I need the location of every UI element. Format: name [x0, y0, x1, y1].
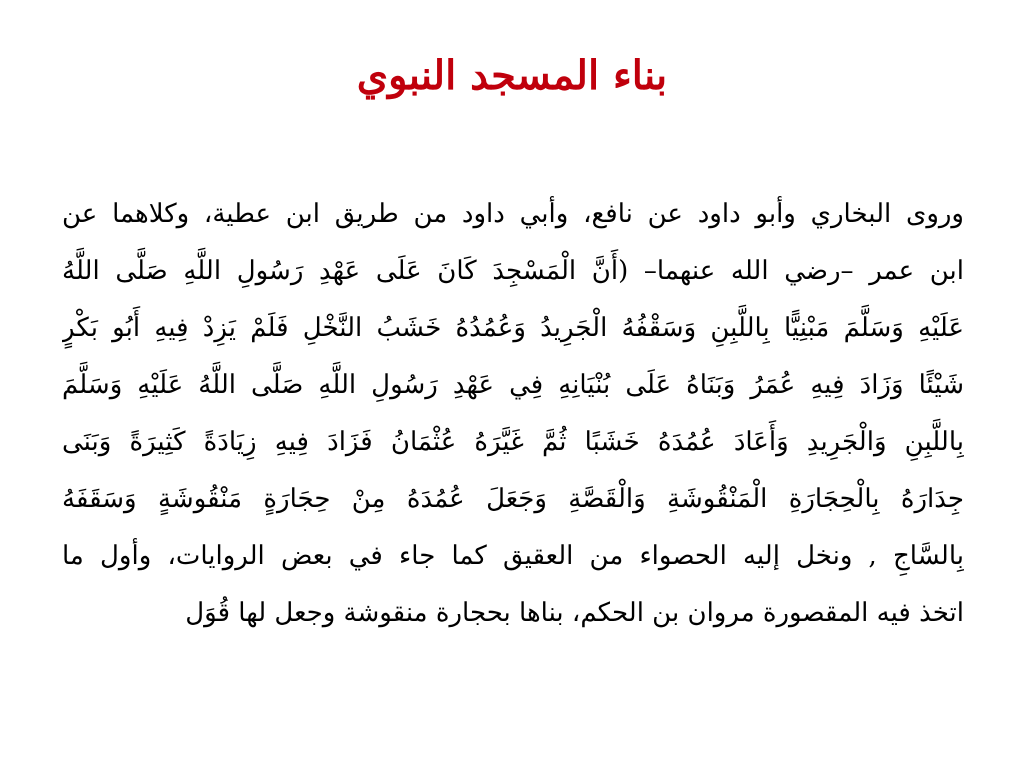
body-line: جِدَارَهُ بِالْحِجَارَةِ الْمَنْقُوشَةِ وَالْقَصَّةِ وَجَعَلَ عُمُدَهُ مِنْ حِجَارَةٍ مَنْقُوشَةٍ وَسَقَفَهُ	[62, 484, 964, 514]
body-line: وروى البخاري وأبو داود عن نافع، وأبي داود من طريق ابن عطية، وكلاهما عن	[62, 199, 964, 229]
body-line: عَلَيْهِ وَسَلَّمَ مَبْنِيًّا بِاللَّبِنِ وَسَقْفُهُ الْجَرِيدُ وَعُمُدُهُ خَشَبُ النَّخْلِ فَلَمْ يَزِدْ فِيهِ أَبُو بَكْرٍ	[62, 313, 964, 343]
slide-title: بناء المسجد النبوي	[356, 52, 668, 99]
body-line: اتخذ فيه المقصورة مروان بن الحكم، بناها بحجارة منقوشة وجعل لها قُوَل	[185, 598, 964, 628]
body-line: بِالسَّاجِ , ونخل إليه الحصواء من العقيق كما جاء في بعض الروايات، وأول ما	[62, 541, 964, 571]
slide-body-text	[62, 186, 964, 642]
body-line: بِاللَّبِنِ وَالْجَرِيدِ وَأَعَادَ عُمُدَهُ خَشَبًا ثُمَّ غَيَّرَهُ عُثْمَانُ فَزَادَ فِيهِ زِيَادَةً كَثِيرَةً وَبَنَى	[62, 427, 964, 457]
body-line: ابن عمر –رضي الله عنهما– (أَنَّ الْمَسْجِدَ كَانَ عَلَى عَهْدِ رَسُولِ اللَّهِ صَلَّى اللَّهُ	[62, 256, 964, 286]
body-line: شَيْئًا وَزَادَ فِيهِ عُمَرُ وَبَنَاهُ عَلَى بُنْيَانِهِ فِي عَهْدِ رَسُولِ اللَّهِ صَلَّى اللَّهُ عَلَيْهِ وَسَلَّمَ	[62, 370, 964, 400]
